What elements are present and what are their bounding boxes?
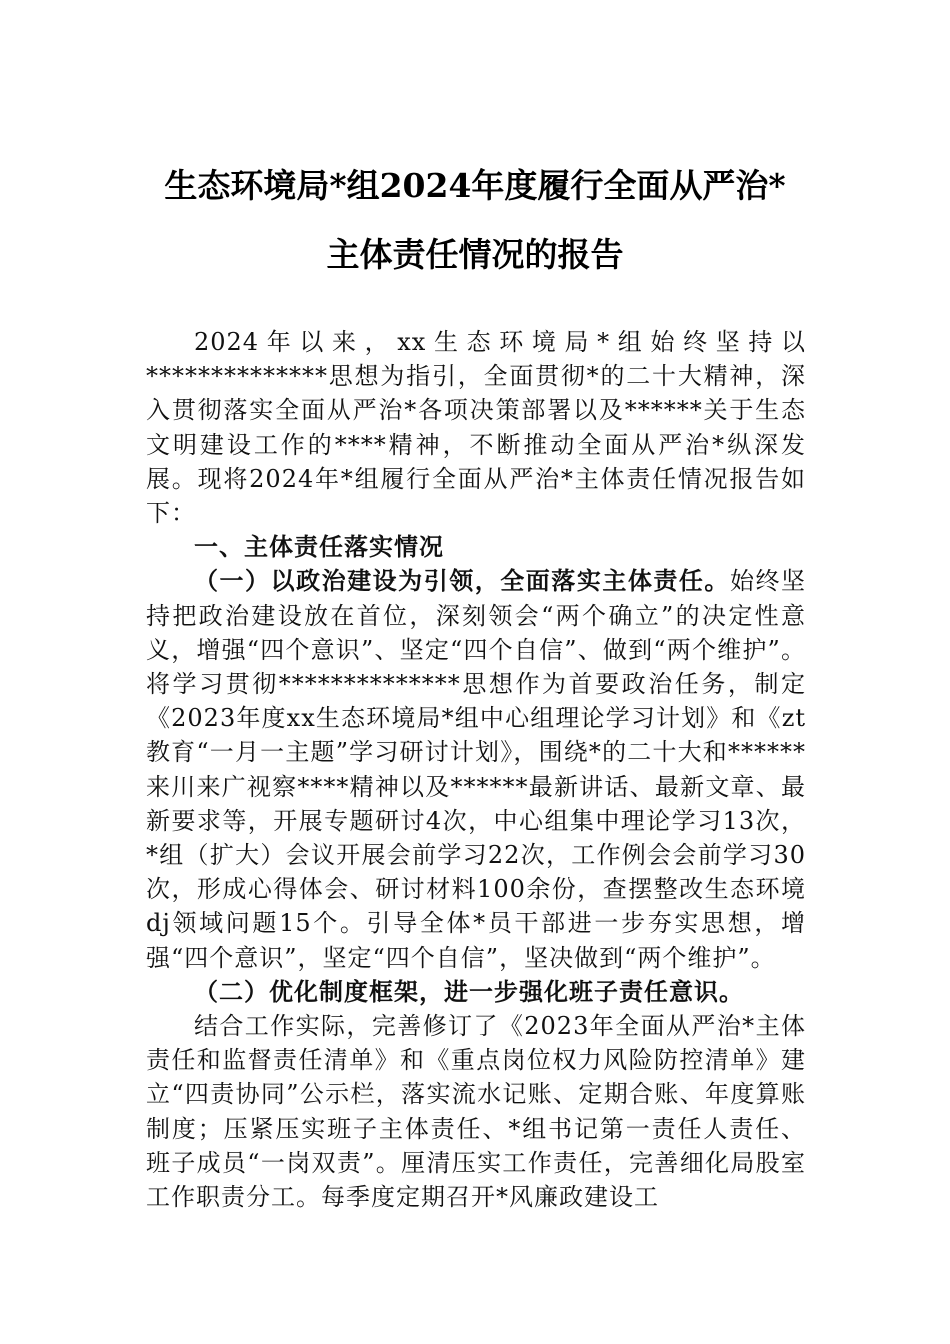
subsection1-lead: （一）以政治建设为引领，全面落实主体责任。 — [194, 566, 730, 596]
document-body — [146, 325, 806, 1214]
subsection1-text: 始终坚持把政治建设放在首位，深刻领会“两个确立”的决定性意义，增强“四个意识”、坚定“四个自信”、做到“两个维护”。将学习贯彻**************思想作为首要政治任务，制定《2023年度xx生态环境局*组中心组理论学习计划》和《zt教育“一月一主题”学习研讨计划》，围绕*的二十大和******来川来广视察****精神以及******最新讲话、最新文章、最新要求等，开展专题研讨4次，中心组集中理论学习13次，*组（扩大）会议开展会前学习22次，工作例会会前学习30次，形成心得体会、研讨材料100余份，查摆整改生态环境dj领域问题15个。引导全体*员干部进一步夯实思想，增强“四个意识”，坚定“四个自信”，坚决做到“两个维护”。 — [146, 567, 807, 972]
subsection2-paragraph: 结合工作实际，完善修订了《2023年全面从严治*主体责任和监督责任清单》和《重点岗位权力风险防控清单》建立“四责协同”公示栏，落实流水记账、定期合账、年度算账制度；压紧压实班子主体责任、*组书记第一责任人责任、班子成员“一岗双责”。厘清压实工作责任，完善细化局股室工作职责分工。每季度定期召开*风廉政建设工 — [146, 1012, 806, 1212]
subsection1-paragraph — [146, 564, 806, 974]
document-title-line2: 主体责任情况的报告 — [326, 235, 624, 274]
intro-paragraph: 2024年以来，xx生态环境局*组始终坚持以**************思想为指引，全面贯彻*的二十大精神，深入贯彻落实全面从严治*各项决策部署以及******关于生态文明建设工作的****精神，不断推动全面从严治*纵深发展。现将2024年*组履行全面从严治*主体责任情况报告如下： — [146, 328, 806, 528]
subsection2-heading: （二）优化制度框架，进一步强化班子责任意识。 — [194, 976, 744, 1006]
section1-heading: 一、主体责任落实情况 — [194, 533, 444, 562]
document-title-line1: 生态环境局*组2024年度履行全面从严治* — [164, 166, 786, 205]
